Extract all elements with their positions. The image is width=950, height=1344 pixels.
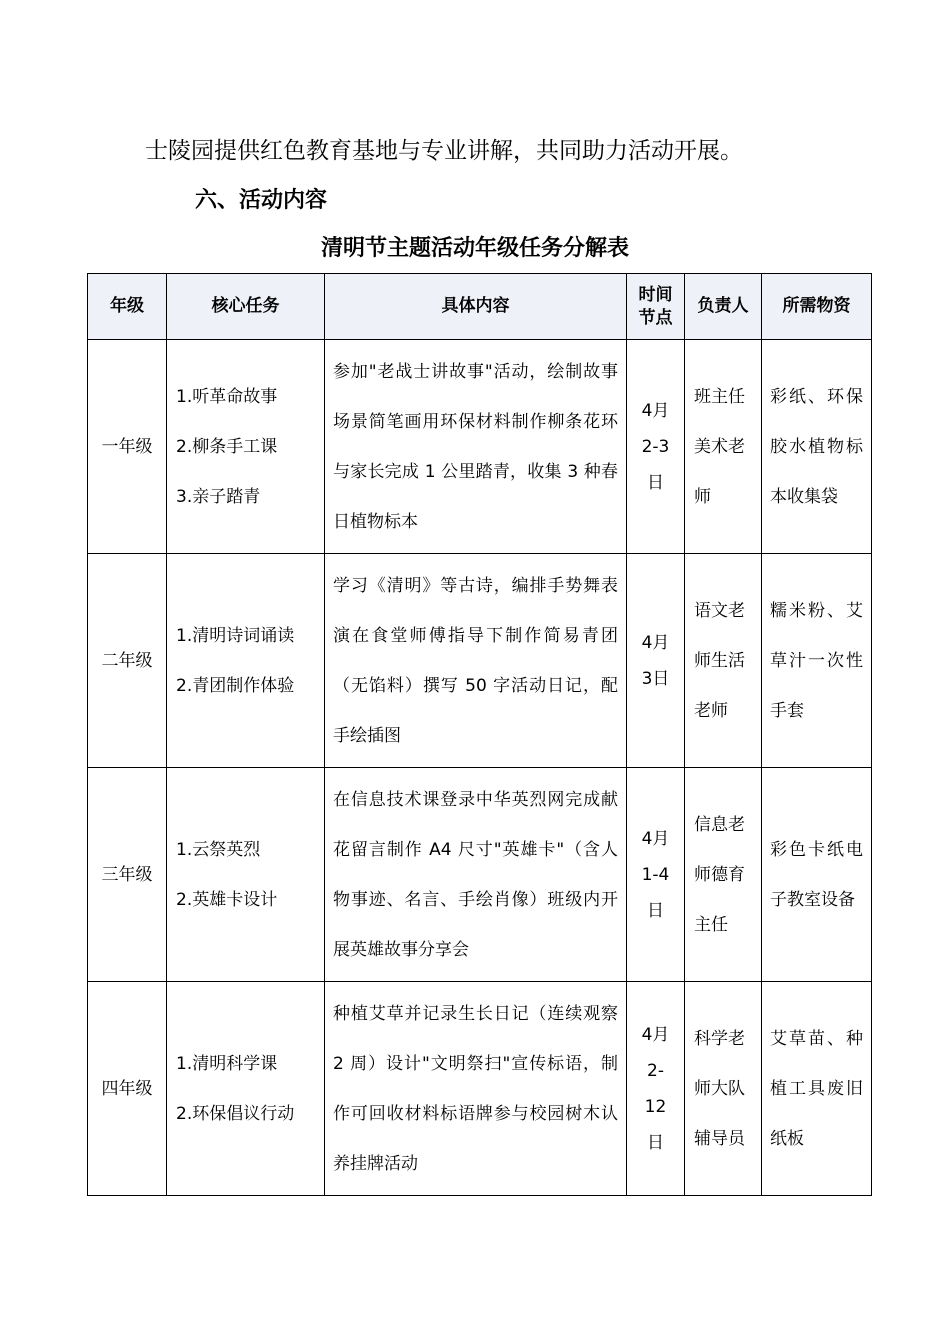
person-cell [685, 554, 762, 768]
core-tasks-cell [167, 340, 325, 554]
person-part: 信息老 [694, 814, 745, 835]
header-content: 具体内容 [325, 274, 627, 340]
task-item: 1.听革命故事 [176, 386, 278, 407]
time-part: 1-4 [641, 864, 670, 885]
person-cell [685, 340, 762, 554]
time-part: 3日 [641, 668, 670, 689]
person-part: 美术老 [694, 436, 745, 457]
time-cell [627, 982, 685, 1196]
table-row [88, 554, 872, 768]
task-item: 1.清明科学课 [176, 1053, 278, 1074]
core-tasks-cell [167, 554, 325, 768]
time-part: 4月 [641, 828, 670, 849]
time-part: 12 [644, 1096, 667, 1117]
materials-cell: 彩色卡纸电子教室设备 [762, 768, 872, 982]
time-part: 日 [647, 1132, 664, 1153]
task-item: 2.环保倡议行动 [176, 1103, 295, 1124]
content-cell: 学习《清明》等古诗，编排手势舞表演在食堂师傅指导下制作简易青团（无馅料）撰写 50 字活动日记，配手绘插图 [325, 554, 627, 768]
section-heading: 六、活动内容 [195, 188, 328, 213]
time-part: 4月 [641, 400, 670, 421]
person-part: 师生活 [694, 650, 745, 671]
person-cell [685, 982, 762, 1196]
task-item: 1.云祭英烈 [176, 839, 261, 860]
task-table [87, 273, 872, 1196]
header-person: 负责人 [685, 274, 762, 340]
table-row [88, 982, 872, 1196]
header-grade: 年级 [88, 274, 167, 340]
time-cell [627, 340, 685, 554]
table-caption: 清明节主题活动年级任务分解表 [320, 236, 629, 261]
person-part: 师德育 [694, 864, 745, 885]
grade-cell: 二年级 [88, 554, 167, 768]
task-item: 3.亲子踏青 [176, 486, 261, 507]
grade-cell: 一年级 [88, 340, 167, 554]
person-part: 师 [694, 486, 711, 507]
header-time-line2: 节点 [638, 307, 673, 328]
time-part: 日 [647, 900, 664, 921]
person-part: 老师 [694, 700, 728, 721]
table-row [88, 340, 872, 554]
person-part: 班主任 [694, 386, 745, 407]
person-part: 师大队 [694, 1078, 745, 1099]
time-part: 4月 [641, 1024, 670, 1045]
header-time [627, 274, 685, 340]
header-materials: 所需物资 [762, 274, 872, 340]
time-part: 2- [647, 1060, 664, 1081]
header-core-tasks: 核心任务 [167, 274, 325, 340]
time-part: 日 [647, 472, 664, 493]
content-cell: 在信息技术课登录中华英烈网完成献花留言制作 A4 尺寸"英雄卡"（含人物事迹、名言、手绘肖像）班级内开展英雄故事分享会 [325, 768, 627, 982]
materials-cell: 艾草苗、种植工具废旧纸板 [762, 982, 872, 1196]
grade-cell: 三年级 [88, 768, 167, 982]
table-header-row [88, 274, 872, 340]
task-item: 2.柳条手工课 [176, 436, 278, 457]
person-part: 主任 [694, 914, 728, 935]
task-item: 2.青团制作体验 [176, 675, 295, 696]
materials-cell: 彩纸、环保胶水植物标本收集袋 [762, 340, 872, 554]
task-item: 2.英雄卡设计 [176, 889, 278, 910]
content-cell: 种植艾草并记录生长日记（连续观察 2 周）设计"文明祭扫"宣传标语，制作可回收材料标语牌参与校园树木认养挂牌活动 [325, 982, 627, 1196]
time-part: 4月 [641, 632, 670, 653]
time-cell [627, 554, 685, 768]
person-part: 辅导员 [694, 1128, 745, 1149]
core-tasks-cell [167, 768, 325, 982]
header-time-line1: 时间 [638, 284, 673, 305]
time-cell [627, 768, 685, 982]
grade-cell: 四年级 [88, 982, 167, 1196]
person-part: 语文老 [694, 600, 745, 621]
materials-cell: 糯米粉、艾草汁一次性手套 [762, 554, 872, 768]
table-row [88, 768, 872, 982]
time-part: 2-3 [641, 436, 670, 457]
content-cell: 参加"老战士讲故事"活动，绘制故事场景简笔画用环保材料制作柳条花环与家长完成 1 公里踏青，收集 3 种春日植物标本 [325, 340, 627, 554]
intro-paragraph: 士陵园提供红色教育基地与专业讲解，共同助力活动开展。 [145, 138, 743, 164]
task-item: 1.清明诗词诵读 [176, 625, 295, 646]
person-cell [685, 768, 762, 982]
core-tasks-cell [167, 982, 325, 1196]
person-part: 科学老 [694, 1028, 745, 1049]
